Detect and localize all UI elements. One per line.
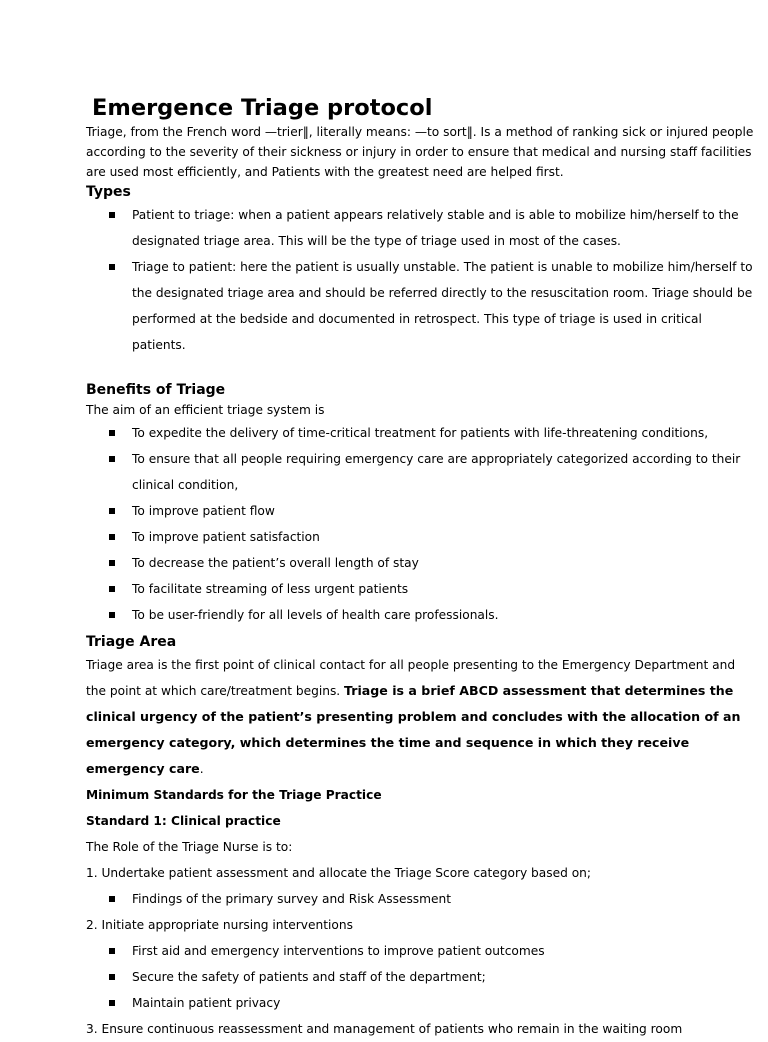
list-item-text: First aid and emergency interventions to improve patient outcomes [132, 944, 545, 958]
list-item-text: To be user-friendly for all levels of health care professionals. [132, 608, 499, 622]
list-item-text: To ensure that all people requiring emergency care are appropriately categorized according to their clinical condition, [132, 452, 741, 492]
intro-paragraph: Triage, from the French word —trier‖, literally means: —to sort‖. Is a method of ranking sick or injured people according to the severity of their sickness or injury in order to ensure that medical and nursing staff facilities are used most efficiently, and Patients with the greatest need are helped first. [86, 125, 754, 179]
benefits-list [86, 420, 758, 628]
step2-list [86, 938, 758, 1016]
list-item-text: Maintain patient privacy [132, 996, 281, 1010]
bullet-square-icon [109, 586, 115, 592]
list-item-text: Findings of the primary survey and Risk Assessment [132, 892, 452, 906]
section-spacer [86, 358, 758, 380]
bullet-square-icon [109, 1000, 115, 1006]
list-item [132, 202, 758, 254]
list-item-text: Triage to patient: here the patient is usually unstable. The patient is unable to mobilize him/herself to the designated triage area and should be referred directly to the resuscitation room. Triage should be performed at the bedside and documented in retrospect. This type of triage is used in critical patients. [132, 260, 753, 352]
list-item-text: To facilitate streaming of less urgent patients [132, 582, 409, 596]
list-item-text: To improve patient flow [132, 504, 275, 518]
list-item [132, 550, 758, 576]
standards-heading: Minimum Standards for the Triage Practice [86, 788, 382, 802]
bullet-square-icon [109, 560, 115, 566]
step3-text: 3. Ensure continuous reassessment and management of patients who remain in the waiting room [86, 1022, 683, 1036]
bullet-square-icon [109, 456, 115, 462]
types-list [86, 202, 758, 358]
triage-area-paragraph [86, 652, 758, 782]
list-item [132, 576, 758, 602]
bullet-square-icon [109, 974, 115, 980]
list-item [132, 990, 758, 1016]
bullet-square-icon [109, 948, 115, 954]
document-title: Emergence Triage protocol [92, 95, 433, 121]
bullet-square-icon [109, 896, 115, 902]
triage-area-bold-text: Triage is a brief ABCD assessment that determines the clinical urgency of the patient’s presenting problem and concludes with the allocation of an emergency category, which determines the time and sequence in which they receive emergency care [86, 683, 741, 776]
list-item [132, 964, 758, 990]
bullet-square-icon [109, 264, 115, 270]
list-item-text: To decrease the patient’s overall length of stay [132, 556, 419, 570]
list-item-text: To improve patient satisfaction [132, 530, 320, 544]
benefits-heading: Benefits of Triage [86, 382, 226, 398]
types-heading: Types [86, 184, 131, 200]
triage-area-heading: Triage Area [86, 634, 177, 650]
bullet-square-icon [109, 212, 115, 218]
step1-list [86, 886, 758, 912]
benefits-lead: The aim of an efficient triage system is [86, 403, 325, 417]
list-item-text: Secure the safety of patients and staff of the department; [132, 970, 486, 984]
bullet-square-icon [109, 508, 115, 514]
role-lead: The Role of the Triage Nurse is to: [86, 840, 293, 854]
list-item-text: Patient to triage: when a patient appears relatively stable and is able to mobilize him/herself to the designated triage area. This will be the type of triage used in most of the cases. [132, 208, 739, 248]
document-page [86, 94, 758, 1042]
list-item [132, 446, 758, 498]
list-item [132, 602, 758, 628]
list-item-text: To expedite the delivery of time-critical treatment for patients with life-threatening conditions, [132, 426, 709, 440]
bullet-square-icon [109, 612, 115, 618]
bullet-square-icon [109, 534, 115, 540]
list-item [132, 886, 758, 912]
triage-area-end: . [199, 762, 204, 776]
list-item [132, 498, 758, 524]
list-item [132, 420, 758, 446]
list-item [132, 524, 758, 550]
step2-text: 2. Initiate appropriate nursing interventions [86, 918, 353, 932]
list-item [132, 938, 758, 964]
standard1-heading: Standard 1: Clinical practice [86, 814, 281, 828]
triage-area-text: Triage area is the first point of clinical contact for all people presenting to the Emergency Department and the point at which care/treatment begins. [86, 658, 736, 698]
bullet-square-icon [109, 430, 115, 436]
list-item [132, 254, 758, 358]
step1-text: 1. Undertake patient assessment and allocate the Triage Score category based on; [86, 866, 592, 880]
